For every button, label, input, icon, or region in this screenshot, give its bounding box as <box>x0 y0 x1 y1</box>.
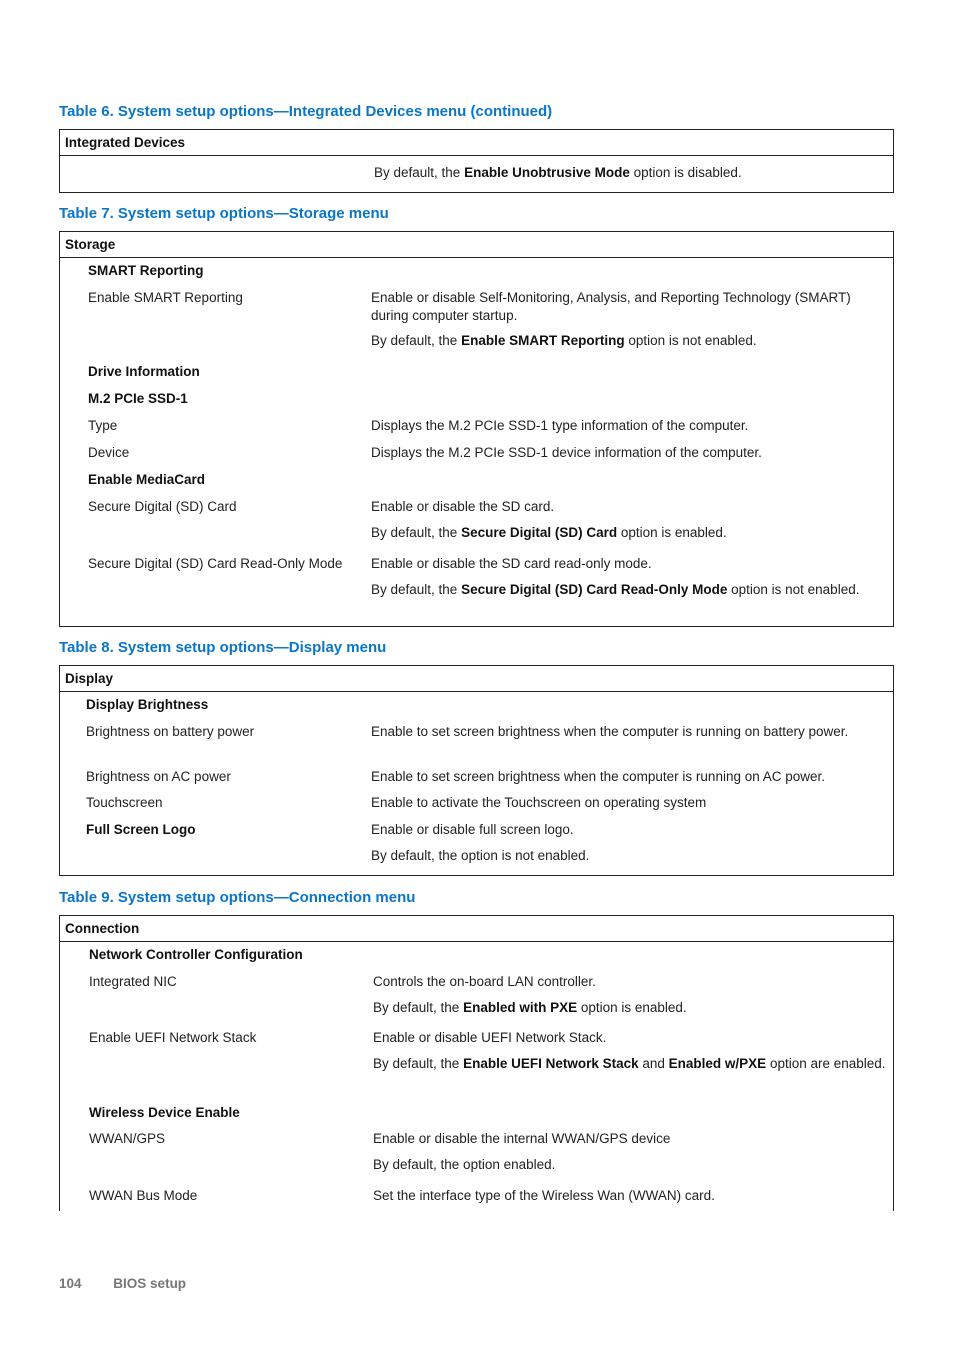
table8-caption: Table 8. System setup options—Display menu <box>59 639 387 656</box>
network-controller-heading: Network Controller Configuration <box>89 947 303 962</box>
sd-card-readonly-label: Secure Digital (SD) Card Read-Only Mode <box>88 556 343 571</box>
integrated-nic-desc: Controls the on-board LAN controller. <box>373 974 596 989</box>
table9-caption: Table 9. System setup options—Connection menu <box>59 889 416 906</box>
full-screen-logo-default: By default, the option is not enabled. <box>371 848 590 863</box>
smart-reporting-heading: SMART Reporting <box>88 263 204 278</box>
footer-section-title: BIOS setup <box>113 1276 187 1291</box>
wireless-device-enable-heading: Wireless Device Enable <box>89 1105 240 1120</box>
table7-caption: Table 7. System setup options—Storage menu <box>59 205 389 222</box>
full-screen-logo-label: Full Screen Logo <box>86 822 196 837</box>
wwan-gps-label: WWAN/GPS <box>89 1131 165 1146</box>
type-desc: Displays the M.2 PCIe SSD-1 type information of the computer. <box>371 418 749 433</box>
sd-card-desc: Enable or disable the SD card. <box>371 499 555 514</box>
touchscreen-desc: Enable to activate the Touchscreen on operating system <box>371 795 707 810</box>
sd-card-readonly-desc: Enable or disable the SD card read-only mode. <box>371 556 652 571</box>
device-label: Device <box>88 445 130 460</box>
table8 <box>59 665 894 876</box>
table9 <box>59 915 894 1211</box>
sd-card-label: Secure Digital (SD) Card <box>88 499 237 514</box>
table7-header: Storage <box>60 231 893 258</box>
enable-smart-reporting-desc: Enable or disable Self-Monitoring, Analysis, and Reporting Technology (SMART) during computer startup. <box>371 290 851 323</box>
uefi-network-stack-default: By default, the Enable UEFI Network Stack and Enabled w/PXE option are enabled. <box>373 1056 886 1071</box>
full-screen-logo-desc: Enable or disable full screen logo. <box>371 822 574 837</box>
table8-header: Display <box>60 665 893 692</box>
device-desc: Displays the M.2 PCIe SSD-1 device information of the computer. <box>371 445 762 460</box>
table9-header: Connection <box>60 915 893 942</box>
wwan-gps-default: By default, the option enabled. <box>373 1157 556 1172</box>
integrated-nic-default: By default, the Enabled with PXE option is enabled. <box>373 1000 687 1015</box>
enable-smart-reporting-default: By default, the Enable SMART Reporting option is not enabled. <box>371 333 757 348</box>
uefi-network-stack-desc: Enable or disable UEFI Network Stack. <box>373 1030 607 1045</box>
table6 <box>59 129 894 193</box>
page-footer <box>59 1276 214 1291</box>
brightness-ac-label: Brightness on AC power <box>86 769 231 784</box>
wwan-gps-desc: Enable or disable the internal WWAN/GPS device <box>373 1131 671 1146</box>
table7 <box>59 231 894 627</box>
wwan-bus-mode-desc: Set the interface type of the Wireless Wan (WWAN) card. <box>373 1188 715 1203</box>
touchscreen-label: Touchscreen <box>86 795 163 810</box>
wwan-bus-mode-label: WWAN Bus Mode <box>89 1188 198 1203</box>
type-label: Type <box>88 418 118 433</box>
table6-caption: Table 6. System setup options—Integrated Devices menu (continued) <box>59 103 553 120</box>
brightness-battery-label: Brightness on battery power <box>86 724 255 739</box>
sd-card-readonly-default: By default, the Secure Digital (SD) Card Read-Only Mode option is not enabled. <box>371 582 860 597</box>
brightness-battery-desc: Enable to set screen brightness when the computer is running on battery power. <box>371 724 849 739</box>
table6-header: Integrated Devices <box>60 129 893 156</box>
table6-default-text: By default, the Enable Unobtrusive Mode option is disabled. <box>374 165 742 180</box>
enable-mediacard-heading: Enable MediaCard <box>88 472 206 487</box>
page-number: 104 <box>59 1276 82 1291</box>
drive-information-heading: Drive Information <box>88 364 200 379</box>
m2-pcie-ssd-heading: M.2 PCIe SSD-1 <box>88 391 188 406</box>
uefi-network-stack-label: Enable UEFI Network Stack <box>89 1030 257 1045</box>
display-brightness-heading: Display Brightness <box>86 697 209 712</box>
sd-card-default: By default, the Secure Digital (SD) Card option is enabled. <box>371 525 727 540</box>
integrated-nic-label: Integrated NIC <box>89 974 177 989</box>
brightness-ac-desc: Enable to set screen brightness when the computer is running on AC power. <box>371 769 826 784</box>
enable-smart-reporting-label: Enable SMART Reporting <box>88 290 243 305</box>
